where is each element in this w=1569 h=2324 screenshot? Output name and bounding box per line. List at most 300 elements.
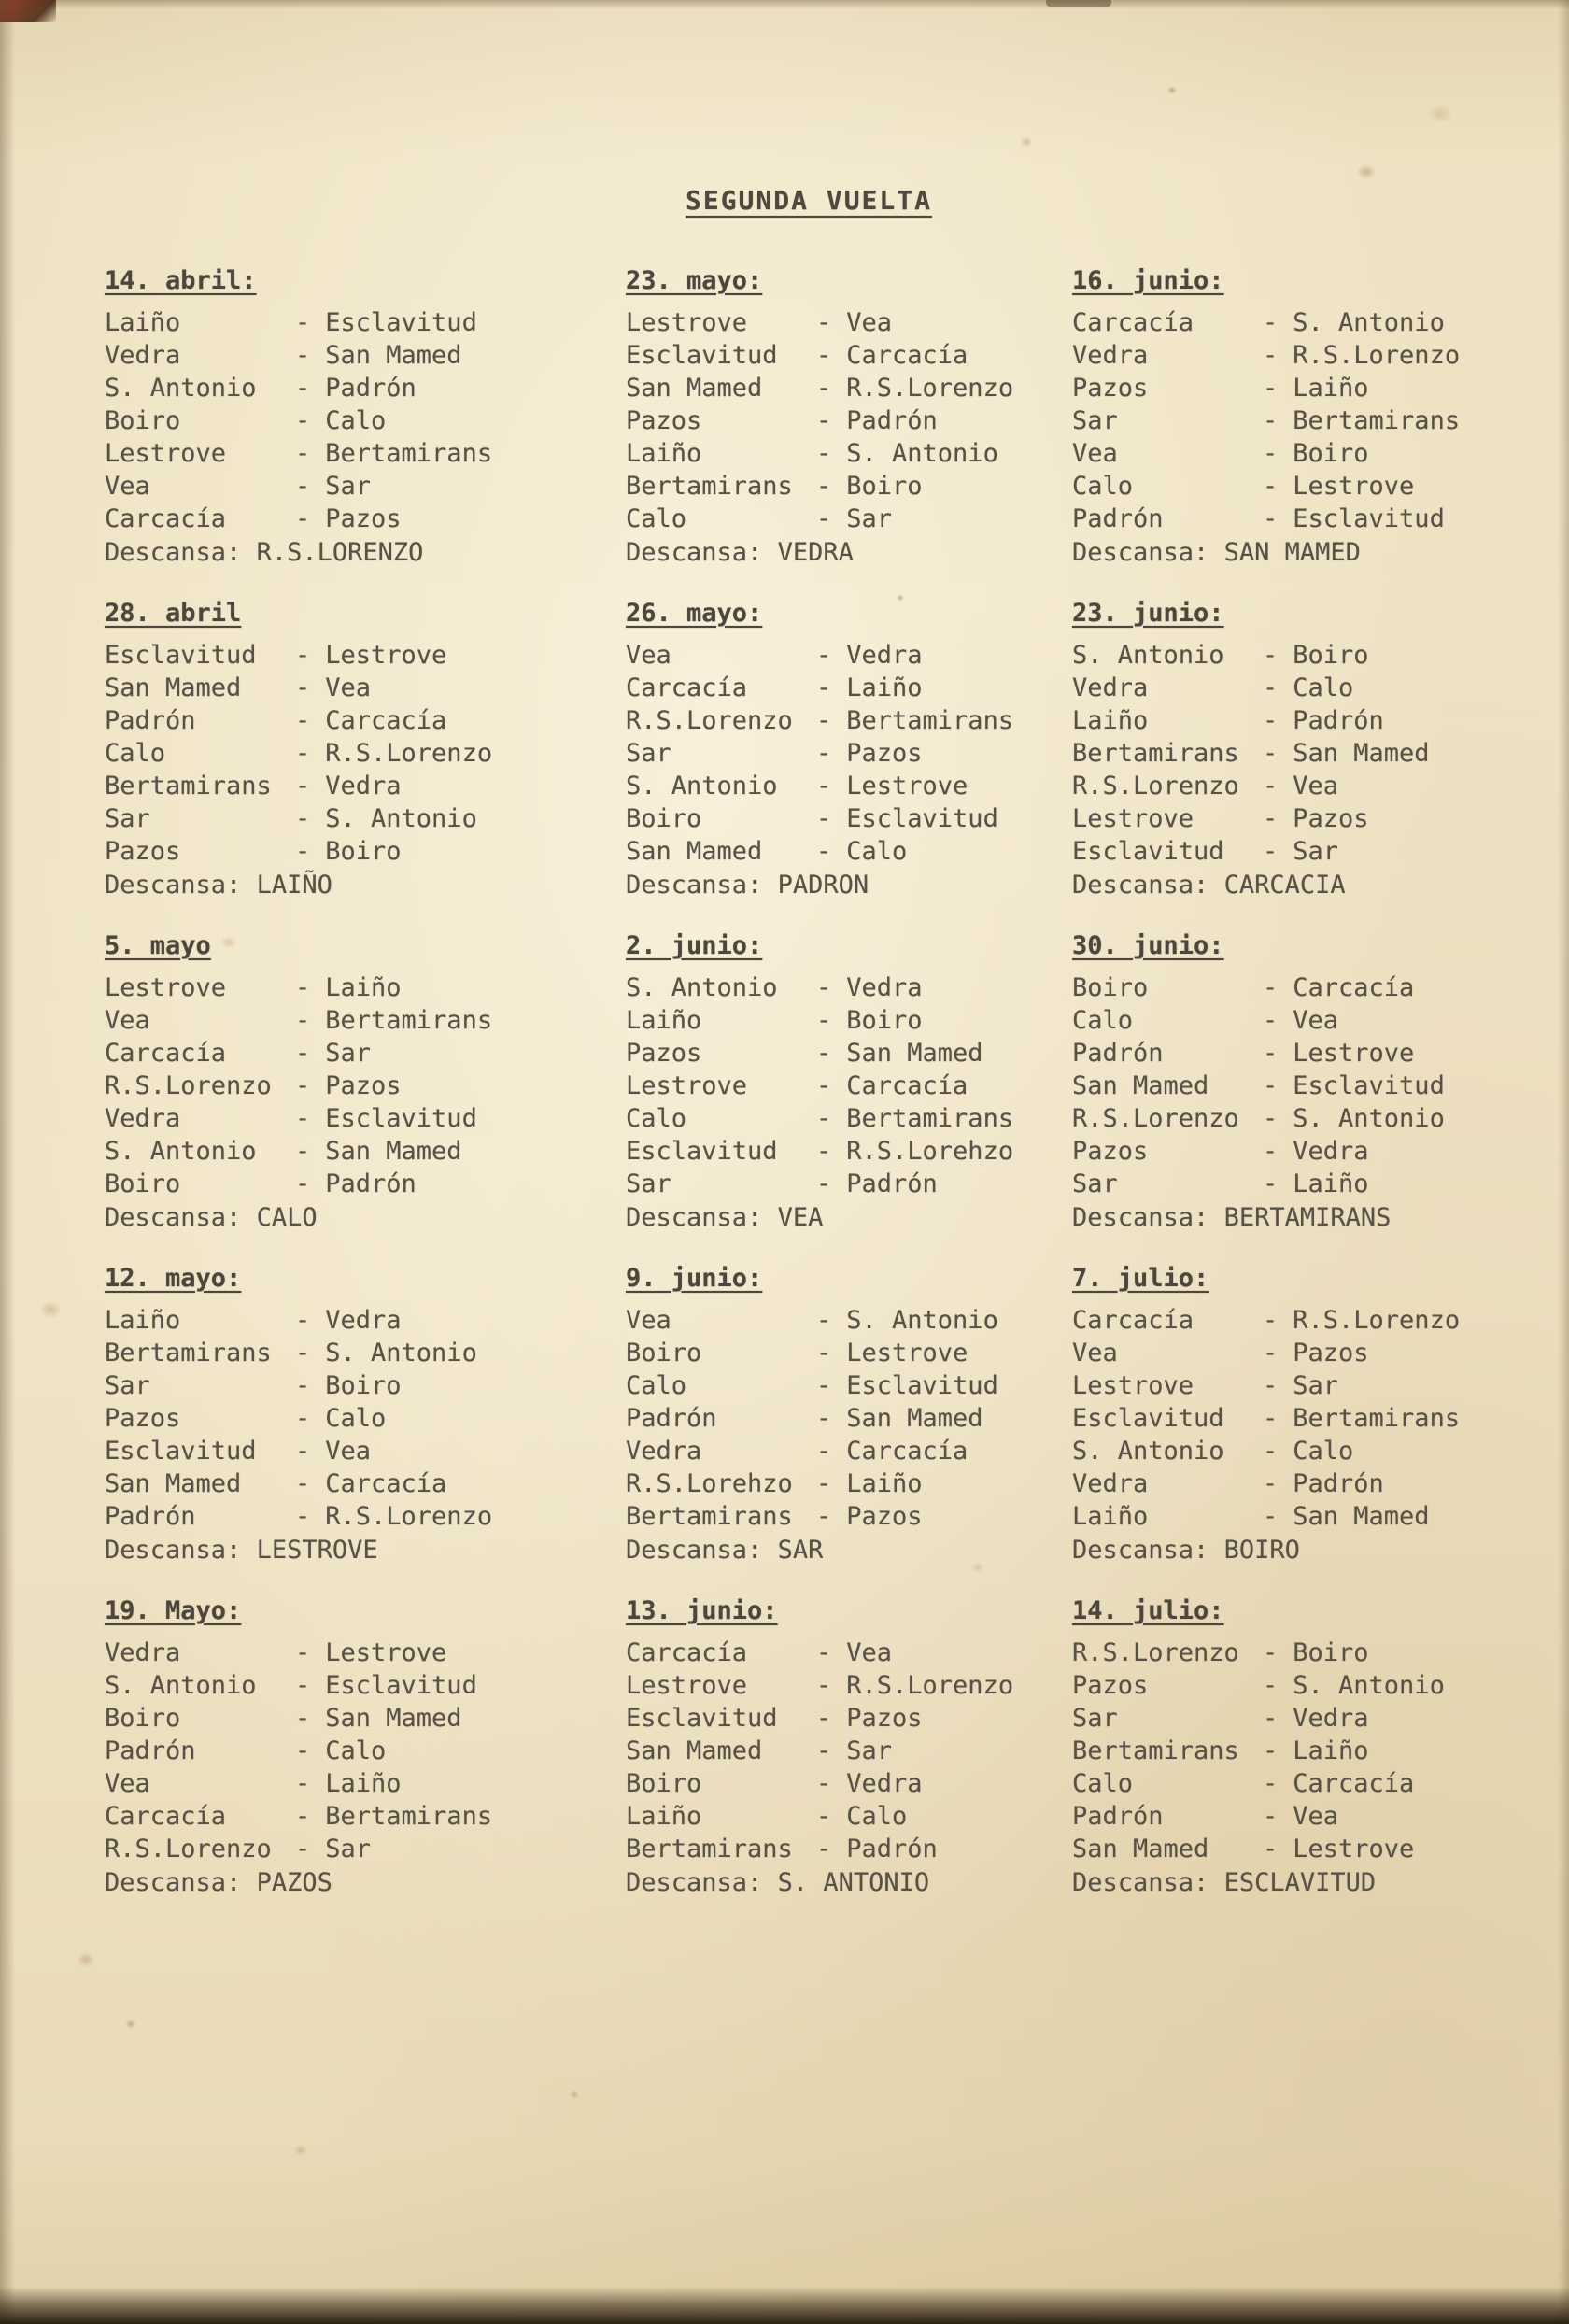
- away-team: Vedra: [1293, 1137, 1369, 1166]
- separator-dash: -: [816, 1306, 832, 1335]
- descansa-label: Descansa:: [626, 538, 763, 567]
- separator-dash: -: [816, 837, 832, 866]
- away-team: Pazos: [325, 1071, 402, 1100]
- match-row: [626, 1102, 1072, 1135]
- home-team: Carcacía: [626, 673, 748, 702]
- descansa-value: LAIÑO: [256, 871, 332, 900]
- home-team: Pazos: [1072, 1671, 1149, 1700]
- match-row: [105, 1767, 626, 1800]
- descansa-label: Descansa:: [105, 1868, 242, 1897]
- separator-dash: -: [1263, 804, 1279, 833]
- away-team: Padrón: [846, 1835, 938, 1863]
- date-heading: [105, 597, 626, 630]
- away-team: Vedra: [325, 772, 402, 801]
- home-team: Boiro: [626, 1769, 702, 1798]
- fixture-block: [1072, 597, 1513, 901]
- match-row: [105, 1669, 626, 1702]
- home-team: Carcacía: [1072, 1306, 1194, 1335]
- descansa-space: [241, 1203, 256, 1232]
- away-team: Calo: [1293, 1437, 1354, 1466]
- match-row: [105, 971, 626, 1004]
- match-row: [626, 503, 1072, 535]
- match-row: [626, 672, 1072, 704]
- home-team: R.S.Lorenzo: [1072, 1104, 1239, 1133]
- separator-dash: -: [1263, 1437, 1279, 1466]
- away-team: Carcacía: [846, 341, 968, 370]
- home-team: San Mamed: [1072, 1071, 1209, 1100]
- home-team: Boiro: [626, 1339, 702, 1367]
- descansa-space: [762, 1868, 777, 1897]
- descansa-row: [105, 536, 626, 569]
- separator-dash: -: [816, 1006, 832, 1035]
- away-team: Vea: [1293, 772, 1339, 801]
- match-row: [1072, 470, 1513, 503]
- away-team: R.S.Lorenzo: [1293, 1306, 1461, 1335]
- away-team: San Mamed: [846, 1404, 983, 1433]
- separator-dash: -: [816, 1371, 832, 1400]
- separator-dash: -: [816, 1071, 832, 1100]
- match-row: [626, 372, 1072, 404]
- home-team: Calo: [105, 739, 166, 768]
- away-team: R.S.Lorehzo: [846, 1137, 1014, 1166]
- match-row: [1072, 1004, 1513, 1037]
- away-team: Boiro: [325, 1371, 402, 1400]
- separator-dash: -: [1263, 1835, 1279, 1863]
- separator-dash: -: [1263, 1802, 1279, 1831]
- fixture-block: [626, 597, 1072, 901]
- home-team: Esclavitud: [105, 641, 257, 670]
- descansa-space: [241, 1536, 256, 1565]
- match-row: [105, 372, 626, 404]
- separator-dash: -: [816, 406, 832, 435]
- away-team: S. Antonio: [1293, 308, 1445, 337]
- descansa-label: Descansa:: [105, 871, 242, 900]
- away-team: Esclavitud: [846, 1371, 998, 1400]
- away-team: Boiro: [1293, 641, 1369, 670]
- match-row: [1072, 437, 1513, 470]
- paper-stain: [293, 2145, 308, 2156]
- separator-dash: -: [1263, 1306, 1279, 1335]
- away-team: Calo: [325, 1736, 387, 1765]
- match-row: [626, 1337, 1072, 1369]
- away-team: Laiño: [1293, 374, 1369, 403]
- descansa-label: Descansa:: [626, 871, 763, 900]
- separator-dash: -: [816, 341, 832, 370]
- separator-dash: -: [1263, 673, 1279, 702]
- schedule-column: [626, 264, 1072, 1927]
- match-row: [1072, 1369, 1513, 1402]
- date-heading-text: 5. mayo: [105, 931, 211, 960]
- away-team: Bertamirans: [846, 1104, 1014, 1133]
- match-row: [626, 404, 1072, 437]
- separator-dash: -: [295, 1339, 311, 1367]
- separator-dash: -: [295, 1169, 311, 1198]
- home-team: Lestrove: [105, 973, 227, 1002]
- page-title: SEGUNDA VUELTA: [685, 185, 932, 216]
- descansa-space: [762, 1536, 777, 1565]
- home-team: Vea: [1072, 439, 1118, 468]
- descansa-row: [1072, 869, 1513, 901]
- separator-dash: -: [295, 1371, 311, 1400]
- descansa-label: Descansa:: [626, 1868, 763, 1897]
- descansa-label: Descansa:: [1072, 538, 1209, 567]
- separator-dash: -: [816, 374, 832, 403]
- match-row: [105, 339, 626, 372]
- home-team: Lestrove: [626, 1671, 748, 1700]
- away-team: Boiro: [1293, 1638, 1369, 1667]
- away-team: Sar: [1293, 837, 1339, 866]
- separator-dash: -: [1263, 837, 1279, 866]
- away-team: Sar: [325, 1835, 372, 1863]
- separator-dash: -: [1263, 1671, 1279, 1700]
- descansa-row: [105, 1201, 626, 1234]
- descansa-value: CARCACIA: [1223, 871, 1346, 900]
- home-team: Lestrove: [626, 308, 748, 337]
- home-team: Laiño: [626, 1802, 702, 1831]
- match-row: [1072, 835, 1513, 868]
- descansa-space: [241, 538, 256, 567]
- descansa-space: [241, 871, 256, 900]
- descansa-space: [1209, 1536, 1223, 1565]
- separator-dash: -: [295, 973, 311, 1002]
- away-team: Padrón: [325, 1169, 417, 1198]
- away-team: Pazos: [1293, 1339, 1369, 1367]
- date-heading: [626, 929, 1072, 962]
- match-row: [105, 835, 626, 868]
- match-row: [1072, 672, 1513, 704]
- match-row: [105, 770, 626, 802]
- home-team: Pazos: [105, 1404, 181, 1433]
- paper-stain: [570, 2090, 579, 2099]
- date-heading: [1072, 597, 1513, 630]
- separator-dash: -: [1263, 772, 1279, 801]
- home-team: Vedra: [1072, 673, 1149, 702]
- match-row: [1072, 1402, 1513, 1435]
- descansa-row: [1072, 1201, 1513, 1234]
- match-row: [105, 470, 626, 503]
- separator-dash: -: [816, 1404, 832, 1433]
- separator-dash: -: [1263, 1736, 1279, 1765]
- home-team: Vedra: [105, 341, 181, 370]
- away-team: Sar: [846, 1736, 893, 1765]
- separator-dash: -: [295, 1835, 311, 1863]
- match-row: [105, 1168, 626, 1200]
- away-team: Vedra: [325, 1306, 402, 1335]
- match-row: [1072, 306, 1513, 339]
- descansa-row: [1072, 536, 1513, 569]
- away-team: Padrón: [1293, 706, 1384, 735]
- separator-dash: -: [1263, 472, 1279, 501]
- away-team: S. Antonio: [846, 1306, 998, 1335]
- fixture-block: [626, 1594, 1072, 1899]
- away-team: Pazos: [1293, 804, 1369, 833]
- separator-dash: -: [295, 1437, 311, 1466]
- separator-dash: -: [816, 1437, 832, 1466]
- match-row: [626, 971, 1072, 1004]
- descansa-row: [105, 1866, 626, 1899]
- descansa-space: [1209, 1868, 1223, 1897]
- match-row: [626, 1767, 1072, 1800]
- home-team: Vea: [105, 472, 150, 501]
- match-row: [1072, 1500, 1513, 1533]
- away-team: Lestrove: [1293, 472, 1415, 501]
- away-team: Esclavitud: [1293, 1071, 1445, 1100]
- match-row: [1072, 770, 1513, 802]
- match-row: [626, 1500, 1072, 1533]
- separator-dash: -: [816, 804, 832, 833]
- descansa-value: PAZOS: [256, 1868, 332, 1897]
- match-row: [1072, 339, 1513, 372]
- away-team: Padrón: [325, 374, 417, 403]
- match-row: [626, 1833, 1072, 1865]
- match-row: [626, 339, 1072, 372]
- separator-dash: -: [816, 439, 832, 468]
- home-team: Lestrove: [105, 439, 227, 468]
- separator-dash: -: [295, 1104, 311, 1133]
- date-heading-text: 26. mayo:: [626, 599, 763, 628]
- fixture-block: [105, 597, 626, 901]
- separator-dash: -: [816, 1736, 832, 1765]
- fixture-block: [1072, 1262, 1513, 1566]
- separator-dash: -: [816, 1104, 832, 1133]
- match-row: [626, 1702, 1072, 1735]
- separator-dash: -: [1263, 1371, 1279, 1400]
- separator-dash: -: [1263, 1704, 1279, 1733]
- fixture-block: [1072, 1594, 1513, 1899]
- match-row: [626, 639, 1072, 672]
- date-heading-text: 23. mayo:: [626, 266, 763, 295]
- fixture-block: [105, 1594, 626, 1899]
- home-team: Pazos: [105, 837, 181, 866]
- fixture-block: [105, 264, 626, 569]
- match-row: [626, 1070, 1072, 1102]
- away-team: Esclavitud: [1293, 504, 1445, 533]
- separator-dash: -: [295, 1769, 311, 1798]
- separator-dash: -: [1263, 341, 1279, 370]
- away-team: Boiro: [325, 837, 402, 866]
- descansa-label: Descansa:: [1072, 1536, 1209, 1565]
- match-row: [626, 1467, 1072, 1500]
- away-team: Boiro: [1293, 439, 1369, 468]
- home-team: S. Antonio: [1072, 1437, 1224, 1466]
- descansa-label: Descansa:: [105, 1536, 242, 1565]
- match-row: [105, 672, 626, 704]
- separator-dash: -: [295, 1736, 311, 1765]
- separator-dash: -: [295, 1137, 311, 1166]
- match-row: [626, 770, 1072, 802]
- date-heading: [105, 264, 626, 297]
- away-team: Sar: [325, 1039, 372, 1068]
- home-team: Calo: [626, 1104, 687, 1133]
- away-team: Calo: [325, 1404, 387, 1433]
- separator-dash: -: [1263, 1039, 1279, 1068]
- match-row: [626, 1800, 1072, 1833]
- home-team: Esclavitud: [1072, 1404, 1224, 1433]
- separator-dash: -: [295, 706, 311, 735]
- match-row: [1072, 704, 1513, 737]
- home-team: S. Antonio: [105, 1671, 257, 1700]
- separator-dash: -: [295, 837, 311, 866]
- descansa-space: [762, 1203, 777, 1232]
- separator-dash: -: [1263, 406, 1279, 435]
- separator-dash: -: [1263, 308, 1279, 337]
- separator-dash: -: [816, 772, 832, 801]
- home-team: San Mamed: [626, 374, 763, 403]
- away-team: Padrón: [1293, 1469, 1384, 1498]
- separator-dash: -: [295, 804, 311, 833]
- home-team: Laiño: [105, 1306, 181, 1335]
- home-team: Vedra: [626, 1437, 702, 1466]
- away-team: Esclavitud: [846, 804, 998, 833]
- match-row: [1072, 1037, 1513, 1070]
- descansa-value: CALO: [256, 1203, 318, 1232]
- home-team: Padrón: [626, 1404, 717, 1433]
- schedule-columns: [105, 264, 1513, 1927]
- away-team: Sar: [1293, 1371, 1339, 1400]
- match-row: [1072, 1168, 1513, 1200]
- separator-dash: -: [1263, 1104, 1279, 1133]
- away-team: Vea: [1293, 1802, 1339, 1831]
- home-team: Pazos: [626, 406, 702, 435]
- away-team: R.S.Lorenzo: [846, 374, 1014, 403]
- descansa-space: [1209, 1203, 1223, 1232]
- home-team: Carcacía: [626, 1638, 748, 1667]
- away-team: Vedra: [846, 973, 923, 1002]
- separator-dash: -: [1263, 1339, 1279, 1367]
- date-heading: [105, 1594, 626, 1627]
- separator-dash: -: [295, 641, 311, 670]
- home-team: Vea: [105, 1006, 150, 1035]
- away-team: Bertamirans: [325, 1006, 493, 1035]
- separator-dash: -: [295, 472, 311, 501]
- separator-dash: -: [1263, 641, 1279, 670]
- home-team: Laiño: [105, 308, 181, 337]
- date-heading: [626, 1594, 1072, 1627]
- home-team: Sar: [1072, 1169, 1118, 1198]
- away-team: S. Antonio: [1293, 1671, 1445, 1700]
- match-row: [626, 737, 1072, 770]
- descansa-label: Descansa:: [1072, 1203, 1209, 1232]
- date-heading-text: 14. julio:: [1072, 1596, 1224, 1625]
- paper-stain: [77, 1952, 95, 1967]
- match-row: [105, 704, 626, 737]
- away-team: San Mamed: [325, 1137, 462, 1166]
- match-row: [626, 1168, 1072, 1200]
- match-row: [105, 1402, 626, 1435]
- home-team: S. Antonio: [626, 973, 778, 1002]
- match-row: [1072, 1833, 1513, 1865]
- descansa-row: [105, 869, 626, 901]
- descansa-row: [105, 1534, 626, 1566]
- descansa-value: ESCLAVITUD: [1223, 1868, 1377, 1897]
- separator-dash: -: [816, 472, 832, 501]
- away-team: R.S.Lorenzo: [325, 739, 493, 768]
- away-team: Laiño: [325, 973, 402, 1002]
- separator-dash: -: [1263, 1769, 1279, 1798]
- match-row: [105, 437, 626, 470]
- descansa-row: [626, 1201, 1072, 1234]
- match-row: [1072, 1135, 1513, 1168]
- descansa-space: [762, 538, 777, 567]
- separator-dash: -: [1263, 1006, 1279, 1035]
- match-row: [1072, 1735, 1513, 1767]
- separator-dash: -: [295, 504, 311, 533]
- match-row: [1072, 1669, 1513, 1702]
- separator-dash: -: [816, 1039, 832, 1068]
- home-team: Esclavitud: [626, 341, 778, 370]
- away-team: Esclavitud: [325, 1671, 477, 1700]
- away-team: Laiño: [846, 673, 923, 702]
- away-team: San Mamed: [1293, 739, 1430, 768]
- match-row: [626, 1135, 1072, 1168]
- home-team: Esclavitud: [105, 1437, 257, 1466]
- match-row: [626, 835, 1072, 868]
- match-row: [626, 1402, 1072, 1435]
- separator-dash: -: [816, 1137, 832, 1166]
- date-heading: [1072, 929, 1513, 962]
- separator-dash: -: [816, 308, 832, 337]
- match-row: [626, 1037, 1072, 1070]
- home-team: Sar: [1072, 1704, 1118, 1733]
- match-row: [1072, 802, 1513, 835]
- home-team: Pazos: [1072, 374, 1149, 403]
- match-row: [626, 1637, 1072, 1669]
- separator-dash: -: [1263, 1638, 1279, 1667]
- away-team: Vedra: [846, 1769, 923, 1798]
- separator-dash: -: [295, 1404, 311, 1433]
- separator-dash: -: [295, 1638, 311, 1667]
- date-heading: [1072, 264, 1513, 297]
- match-row: [626, 437, 1072, 470]
- separator-dash: -: [1263, 374, 1279, 403]
- home-team: Vedra: [1072, 1469, 1149, 1498]
- away-team: Esclavitud: [325, 308, 477, 337]
- match-row: [1072, 737, 1513, 770]
- away-team: San Mamed: [325, 1704, 462, 1733]
- fixture-block: [626, 929, 1072, 1234]
- separator-dash: -: [816, 1502, 832, 1531]
- away-team: Lestrove: [846, 772, 968, 801]
- separator-dash: -: [816, 1169, 832, 1198]
- separator-dash: -: [1263, 1169, 1279, 1198]
- home-team: Sar: [626, 1169, 671, 1198]
- separator-dash: -: [295, 772, 311, 801]
- match-row: [105, 503, 626, 535]
- home-team: Bertamirans: [105, 1339, 272, 1367]
- date-heading-text: 14. abril:: [105, 266, 257, 295]
- home-team: Carcacía: [1072, 308, 1194, 337]
- separator-dash: -: [816, 641, 832, 670]
- match-row: [1072, 1800, 1513, 1833]
- home-team: Pazos: [626, 1039, 702, 1068]
- away-team: Carcacía: [325, 706, 447, 735]
- away-team: Lestrove: [1293, 1039, 1415, 1068]
- separator-dash: -: [295, 1469, 311, 1498]
- away-team: R.S.Lorenzo: [325, 1502, 493, 1531]
- match-row: [105, 1135, 626, 1168]
- descansa-space: [1209, 538, 1223, 567]
- home-team: Padrón: [105, 1736, 196, 1765]
- home-team: Lestrove: [1072, 1371, 1194, 1400]
- away-team: Lestrove: [325, 641, 447, 670]
- match-row: [105, 1037, 626, 1070]
- descansa-space: [241, 1868, 256, 1897]
- away-team: Vea: [846, 308, 893, 337]
- home-team: Bertamirans: [626, 1835, 793, 1863]
- home-team: San Mamed: [105, 1469, 242, 1498]
- separator-dash: -: [295, 1006, 311, 1035]
- separator-dash: -: [816, 1638, 832, 1667]
